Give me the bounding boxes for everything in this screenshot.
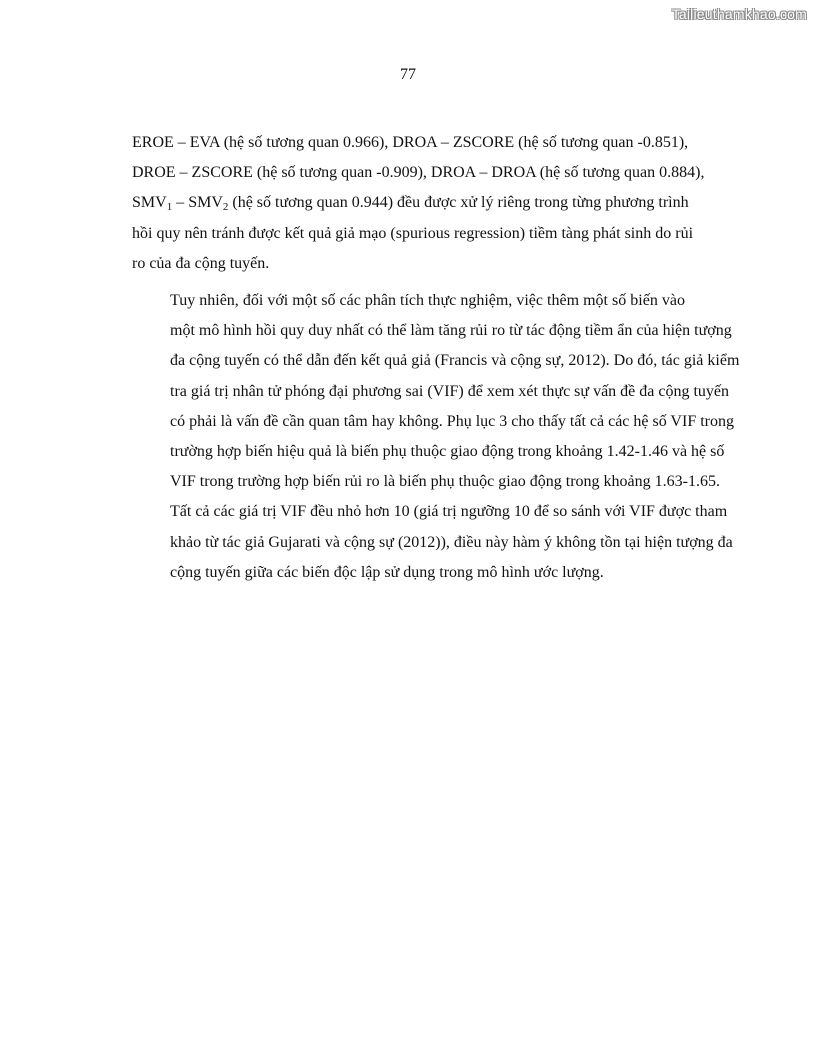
text-line: có phải là vấn đề cần quan tâm hay không. Phụ lục 3 cho thấy tất cả các hệ số VIF trong [170, 412, 734, 430]
text-line: hồi quy nên tránh được kết quả giả mạo (spurious regression) tiềm tàng phát sinh do rủi [132, 224, 694, 242]
text-line: trường hợp biến hiệu quả là biến phụ thuộc giao động trong khoảng 1.42-1.46 và hệ số [170, 443, 725, 461]
subscript-2: 2 [222, 201, 229, 214]
text-line: VIF trong trường hợp biến rủi ro là biến phụ thuộc giao động trong khoảng 1.63-1.65. [170, 473, 720, 491]
text-line: ro của đa cộng tuyến. [132, 254, 270, 272]
text-line: một mô hình hồi quy duy nhất có thể làm tăng rủi ro từ tác động tiềm ẩn của hiện tượng [170, 322, 732, 340]
paragraph-2 [132, 286, 740, 588]
text-line: EROE – EVA (hệ số tương quan 0.966), DROA – ZSCORE (hệ số tương quan -0.851), [132, 134, 689, 151]
paragraph-1 [132, 128, 705, 279]
page-number: 77 [400, 66, 416, 83]
line-text-rest: (hệ số tương quan 0.944) đều được xử lý riêng trong từng phương trình [228, 194, 689, 212]
text-line: cộng tuyến giữa các biến độc lập sử dụng trong mô hình ước lượng. [170, 563, 604, 581]
text-line: DROE – ZSCORE (hệ số tương quan -0.909), DROA – DROA (hệ số tương quan 0.884), [132, 164, 705, 182]
text-line [132, 188, 689, 218]
text-line: đa cộng tuyến có thể dẫn đến kết quả giả (Francis và cộng sự, 2012). Do đó, tác giả kiểm [170, 352, 740, 370]
text-line: khảo từ tác giả Gujarati và cộng sự (2012)), điều này hàm ý không tồn tại hiện tượng đa [170, 533, 733, 551]
text-line: tra giá trị nhân tử phóng đại phương sai (VIF) để xem xét thực sự vấn đề đa cộng tuyến [170, 382, 730, 400]
text-line: Tuy nhiên, đối với một số các phân tích thực nghiệm, việc thêm một số biến vào [170, 292, 685, 310]
text-line: Tất cả các giá trị VIF đều nhỏ hơn 10 (giá trị ngưỡng 10 để so sánh với VIF được tham [170, 503, 728, 521]
subscript-1: 1 [166, 201, 173, 214]
smv-label-2: – SMV [172, 194, 223, 212]
smv-label: SMV [132, 194, 167, 212]
document-body [132, 128, 740, 588]
watermark-text: Tailieuthamkhao.com [671, 6, 807, 22]
